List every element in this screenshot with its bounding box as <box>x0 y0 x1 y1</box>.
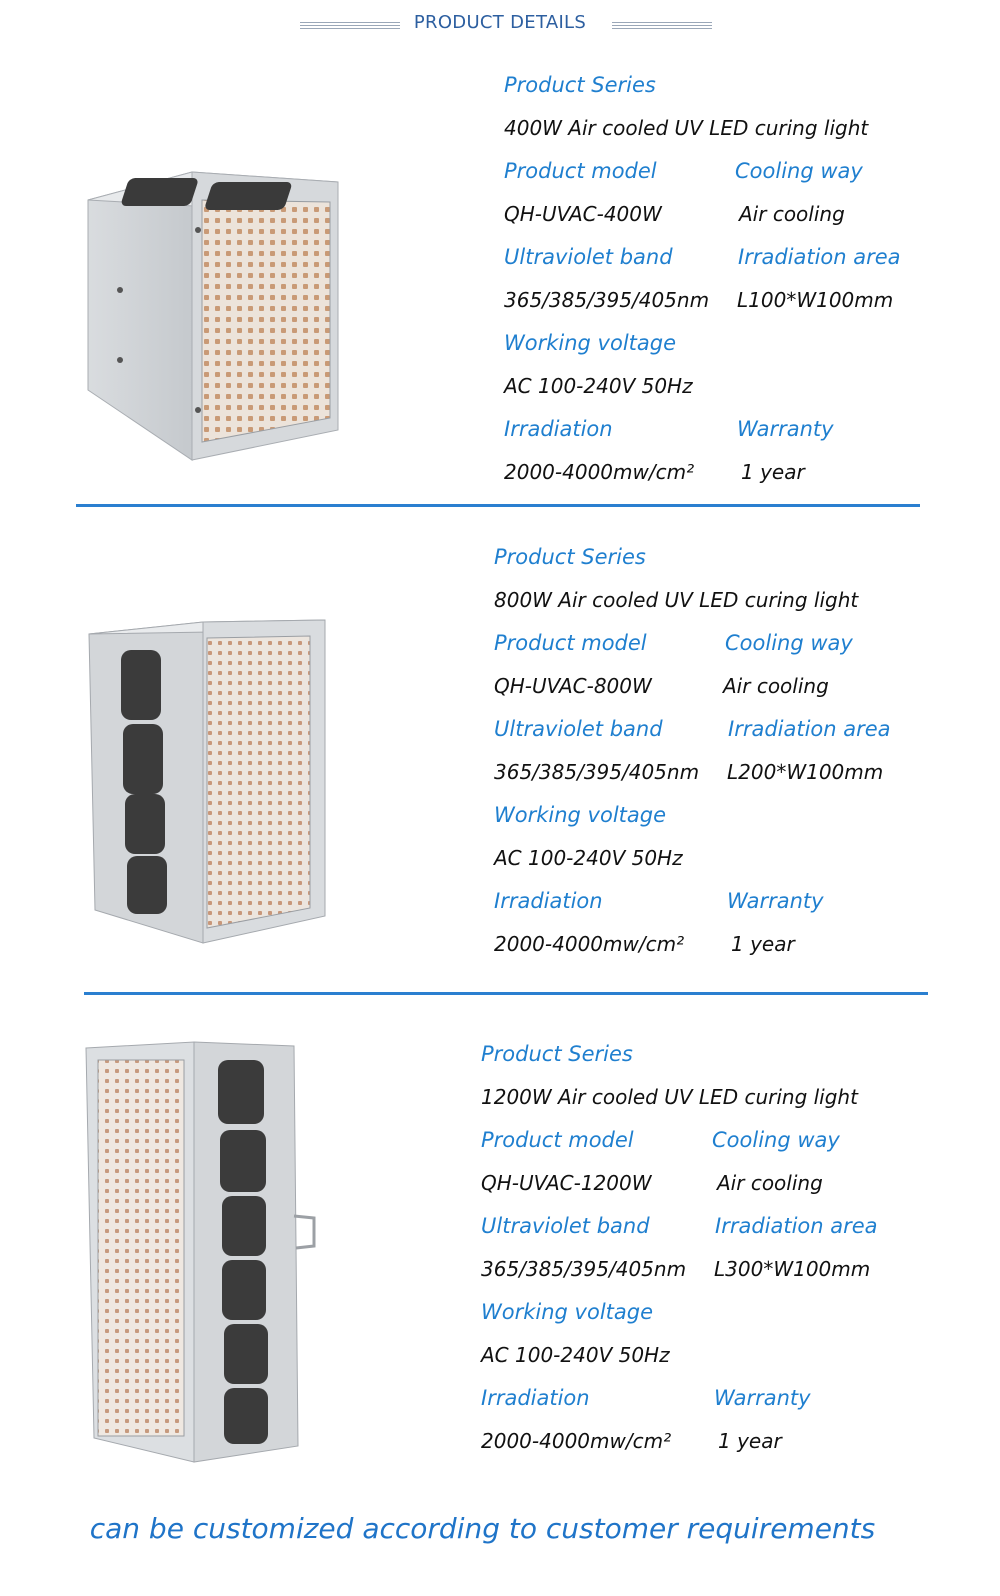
voltage-label: Working voltage <box>504 331 677 355</box>
irradiation-value: 2000-4000mw/cm² <box>504 460 695 484</box>
product-image-800w <box>85 598 330 946</box>
voltage-value: AC 100-240V 50Hz <box>481 1343 670 1367</box>
page-title: PRODUCT DETAILS <box>413 12 587 33</box>
model-value: QH-UVAC-1200W <box>481 1171 652 1195</box>
irradiation-label: Irradiation <box>494 889 603 913</box>
series-label: Product Series <box>504 73 656 97</box>
irradiation-label: Irradiation <box>481 1386 590 1410</box>
model-value: QH-UVAC-800W <box>494 674 652 698</box>
cooling-label: Cooling way <box>735 159 863 183</box>
series-value: 800W Air cooled UV LED curing light <box>494 588 859 612</box>
area-value: L200*W100mm <box>727 760 884 784</box>
area-value: L300*W100mm <box>714 1257 871 1281</box>
voltage-label: Working voltage <box>494 803 667 827</box>
model-label: Product model <box>494 631 647 655</box>
voltage-value: AC 100-240V 50Hz <box>504 374 693 398</box>
cooling-value: Air cooling <box>723 674 829 698</box>
series-value: 400W Air cooled UV LED curing light <box>504 116 869 140</box>
product-image-400w <box>80 160 350 480</box>
series-label: Product Series <box>481 1042 633 1066</box>
series-label: Product Series <box>494 545 646 569</box>
irradiation-value: 2000-4000mw/cm² <box>494 932 685 956</box>
product-image-1200w <box>82 1036 322 1468</box>
section-divider <box>84 992 928 995</box>
voltage-value: AC 100-240V 50Hz <box>494 846 683 870</box>
irradiation-value: 2000-4000mw/cm² <box>481 1429 672 1453</box>
warranty-label: Warranty <box>737 417 834 441</box>
header-rule-right <box>612 22 712 32</box>
warranty-value: 1 year <box>731 932 795 956</box>
band-label: Ultraviolet band <box>494 717 663 741</box>
model-label: Product model <box>481 1128 634 1152</box>
band-value: 365/385/395/405nm <box>481 1257 687 1281</box>
band-label: Ultraviolet band <box>481 1214 650 1238</box>
model-label: Product model <box>504 159 657 183</box>
model-value: QH-UVAC-400W <box>504 202 662 226</box>
band-label: Ultraviolet band <box>504 245 673 269</box>
warranty-value: 1 year <box>718 1429 782 1453</box>
warranty-label: Warranty <box>714 1386 811 1410</box>
customization-note: can be customized according to customer requirements <box>89 1512 876 1545</box>
band-value: 365/385/395/405nm <box>494 760 700 784</box>
series-value: 1200W Air cooled UV LED curing light <box>481 1085 858 1109</box>
cooling-label: Cooling way <box>712 1128 840 1152</box>
cooling-value: Air cooling <box>717 1171 823 1195</box>
band-value: 365/385/395/405nm <box>504 288 710 312</box>
warranty-label: Warranty <box>727 889 824 913</box>
area-label: Irradiation area <box>715 1214 878 1238</box>
irradiation-label: Irradiation <box>504 417 613 441</box>
voltage-label: Working voltage <box>481 1300 654 1324</box>
area-label: Irradiation area <box>728 717 891 741</box>
section-divider <box>76 504 920 507</box>
cooling-label: Cooling way <box>725 631 853 655</box>
area-label: Irradiation area <box>738 245 901 269</box>
cooling-value: Air cooling <box>739 202 845 226</box>
warranty-value: 1 year <box>741 460 805 484</box>
area-value: L100*W100mm <box>737 288 894 312</box>
